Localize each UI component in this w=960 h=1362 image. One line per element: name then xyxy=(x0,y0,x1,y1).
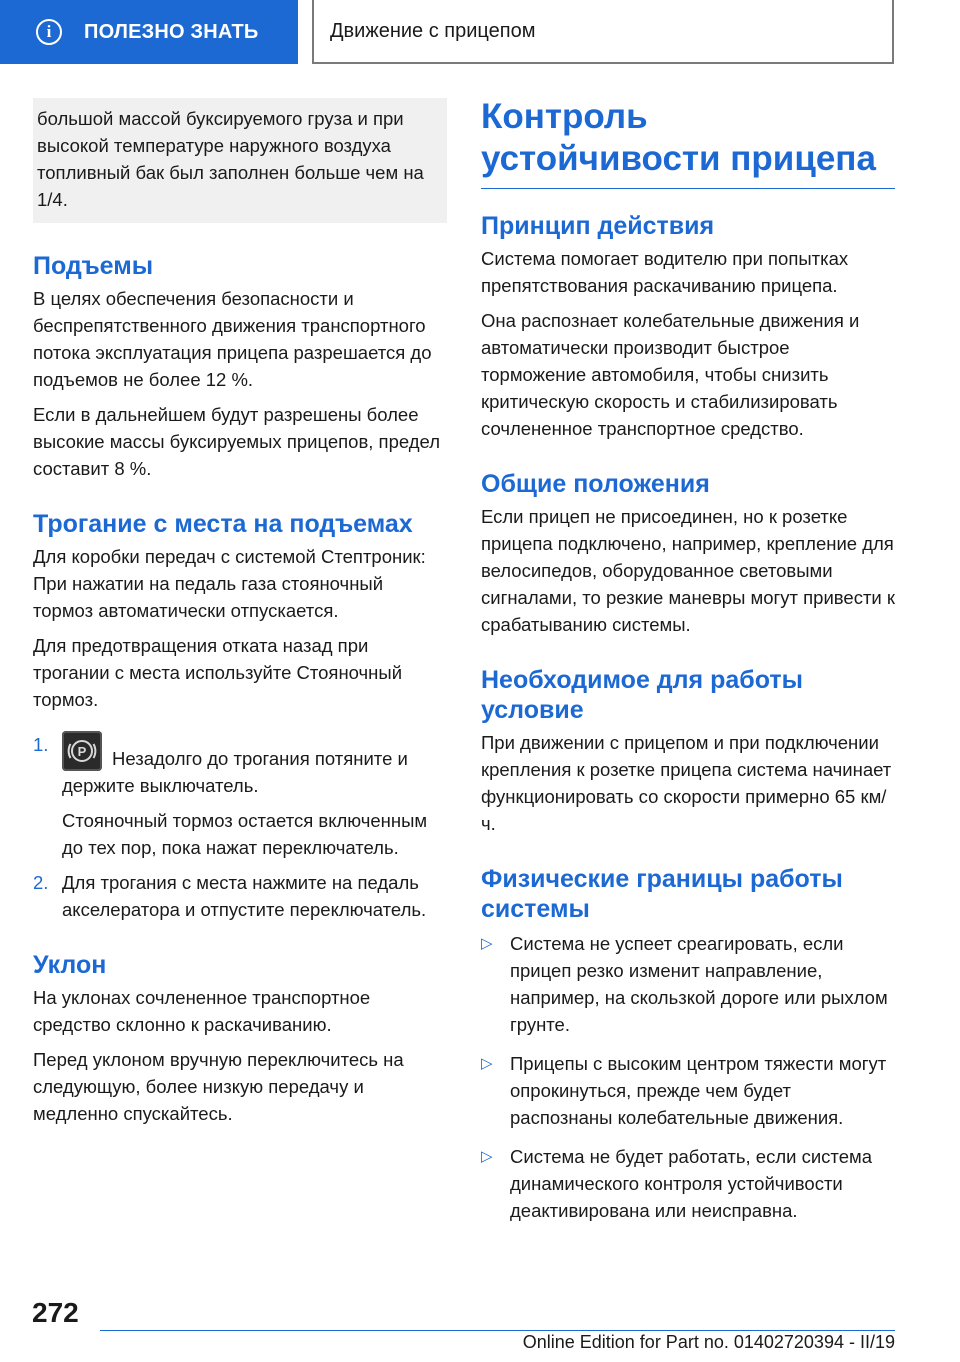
note-text: большой массой буксируемого груза и при высокой температуре наружного воздуха топливный бак был заполнен больше чем на 1/4. xyxy=(37,108,424,210)
paragraph: Для предотвращения отката назад при трогании с места используйте Стояночный тормоз. xyxy=(33,635,403,710)
bullet-item xyxy=(481,1050,895,1131)
triangle-right-icon: ▷ xyxy=(481,1148,493,1165)
section-heading-uslovie: Необходимое для работы условие xyxy=(481,666,803,724)
step-number: 2. xyxy=(33,872,49,893)
header-section-title: Движение с прицепом xyxy=(330,19,536,42)
page-number: 272 xyxy=(32,1297,79,1328)
section-heading-troganie: Трогание с места на подъемах xyxy=(33,510,413,538)
paragraph: Для коробки передач с системой Стептроник: При нажатии на педаль газа стояночный тормоз автоматически отпускается. xyxy=(33,546,426,621)
bullet-item xyxy=(481,930,895,1038)
bullet-item xyxy=(481,1143,895,1224)
paragraph: Перед уклоном вручную переключитесь на следующую, более низкую передачу и медленно спускайтесь. xyxy=(33,1049,404,1124)
paragraph: Она распознает колебательные движения и автоматически производит быстрое торможение автомобиля, чтобы снизить критическую скорость и стабилизировать сочлененное транспортное средство. xyxy=(481,310,860,439)
header-tab-label: ПОЛЕЗНО ЗНАТЬ xyxy=(84,20,259,43)
paragraph: В целях обеспечения безопасности и беспрепятственного движения транспортного потока эксплуатация прицепа разрешается до подъемов не более 12 %. xyxy=(33,288,432,390)
note-box xyxy=(33,98,447,223)
bullet-text: Система не будет работать, если система динамического контроля устойчивости деактивирована или неисправна. xyxy=(510,1146,872,1221)
section-heading-podemy: Подъемы xyxy=(33,252,154,280)
paragraph: На уклонах сочлененное транспортное средство склонно к раскачиванию. xyxy=(33,987,371,1035)
bullet-text: Система не успеет среагировать, если прицеп резко изменит направление, например, на скользкой дороге или рыхлом грунте. xyxy=(510,933,888,1035)
section-heading-princip: Принцип действия xyxy=(481,212,715,240)
paragraph: Если в дальнейшем будут разрешены более высокие массы буксируемых прицепов, предел составит 8 %. xyxy=(33,404,440,479)
paragraph: При движении с прицепом и при подключении крепления к розетке прицепа система начинает функционировать со скорости примерно 65 км/ч. xyxy=(481,732,892,834)
parking-brake-icon xyxy=(62,731,102,771)
step-item xyxy=(33,869,447,923)
footer-rule xyxy=(100,1330,895,1331)
step-text: Для трогания с места нажмите на педаль акселератора и отпустите переключатель. xyxy=(62,872,427,920)
step-number: 1. xyxy=(33,734,49,755)
step-text: Незадолго до трогания потяните и держите выключатель. xyxy=(62,748,408,796)
section-heading-uklon: Уклон xyxy=(33,951,107,979)
section-heading-obshchie: Общие положения xyxy=(481,470,710,498)
chapter-title: Контроль устойчивости прицепа xyxy=(481,97,876,178)
right-column xyxy=(481,96,895,1224)
svg-text:P: P xyxy=(77,744,87,759)
paragraph: Если прицеп не присоединен, но к розетке прицепа подключено, например, крепление для велосипедов, оборудованное световыми сигналами, то резкие маневры могут привести к срабатыванию системы. xyxy=(481,506,895,635)
header-tab xyxy=(0,0,298,64)
triangle-right-icon: ▷ xyxy=(481,935,493,952)
footer-edition: Online Edition for Part no. 01402720394 - II/19 xyxy=(522,1332,895,1352)
info-icon: i xyxy=(36,19,62,45)
steps-list xyxy=(33,731,447,923)
bullet-text: Прицепы с высоким центром тяжести могут опрокинуться, прежде чем будет распознаны колебательные движения. xyxy=(510,1053,887,1128)
paragraph: Система помогает водителю при попытках препятствования раскачиванию прицепа. xyxy=(481,248,849,296)
triangle-right-icon: ▷ xyxy=(481,1055,493,1072)
left-column xyxy=(33,98,447,1127)
step-subtext: Стояночный тормоз остается включенным до тех пор, пока нажат переключатель. xyxy=(62,810,428,858)
section-heading-granicy: Физические границы работы системы xyxy=(481,865,843,923)
step-item xyxy=(33,731,447,861)
header-section-box xyxy=(312,0,894,64)
